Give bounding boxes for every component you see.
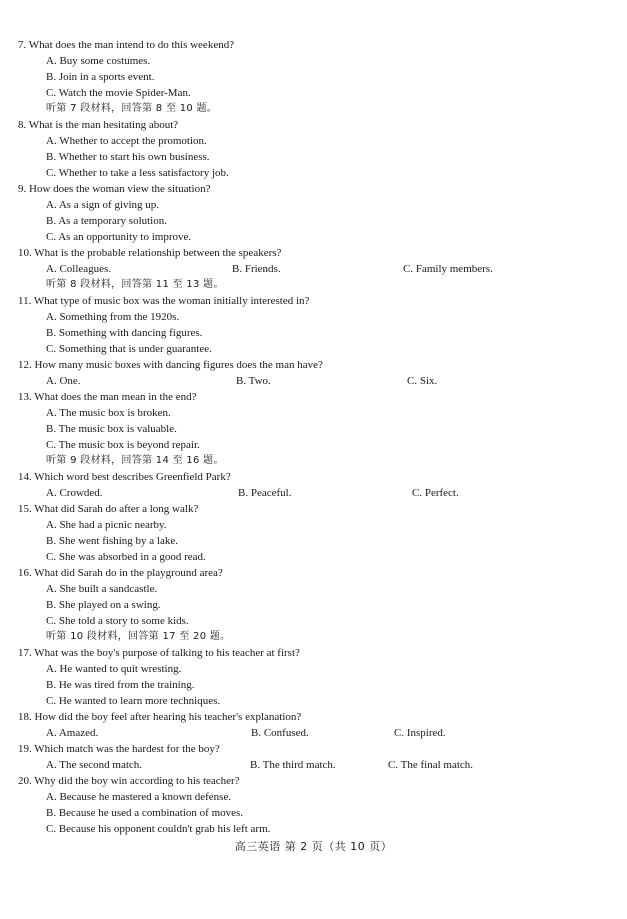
option-text: A. She had a picnic nearby. xyxy=(46,519,167,531)
section-instruction: 听第 10 段材料，回答第 17 至 20 题。 xyxy=(46,631,231,642)
section-instruction: 听第 8 段材料，回答第 11 至 13 题。 xyxy=(46,279,224,290)
option-text: A. Whether to accept the promotion. xyxy=(46,135,207,147)
option-row xyxy=(0,725,627,741)
option-a: A. Crowded. xyxy=(46,487,103,499)
option-b: B. Confused. xyxy=(251,727,309,739)
option-text: A. Something from the 1920s. xyxy=(46,311,180,323)
option-text: C. Something that is under guarantee. xyxy=(46,343,212,355)
question-text: 11. What type of music box was the woman initially interested in? xyxy=(18,295,310,307)
option-text: B. Something with dancing figures. xyxy=(46,327,203,339)
option-row xyxy=(0,757,627,773)
question-text: 12. How many music boxes with dancing figures does the man have? xyxy=(18,359,323,371)
option-text: C. As an opportunity to improve. xyxy=(46,231,192,243)
option-row xyxy=(0,485,627,501)
option-text: A. The music box is broken. xyxy=(46,407,171,419)
option-c: C. Six. xyxy=(407,375,438,387)
question-text: 7. What does the man intend to do this weekend? xyxy=(18,39,235,51)
option-text: C. He wanted to learn more techniques. xyxy=(46,695,221,707)
page-footer: 高三英语 第 2 页（共 10 页） xyxy=(234,840,393,853)
option-b: B. The third match. xyxy=(250,759,336,771)
option-text: C. Because his opponent couldn't grab his left arm. xyxy=(46,823,271,835)
option-text: B. He was tired from the training. xyxy=(46,679,195,691)
option-c: C. Perfect. xyxy=(412,487,459,499)
question-text: 15. What did Sarah do after a long walk? xyxy=(18,503,199,515)
question-text: 18. How did the boy feel after hearing his teacher's explanation? xyxy=(18,711,302,723)
question-text: 8. What is the man hesitating about? xyxy=(18,119,179,131)
option-a: A. The second match. xyxy=(46,759,143,771)
option-text: C. The music box is beyond repair. xyxy=(46,439,200,451)
question-text: 17. What was the boy's purpose of talking to his teacher at first? xyxy=(18,647,300,659)
option-text: B. She played on a swing. xyxy=(46,599,161,611)
option-b: B. Two. xyxy=(236,375,271,387)
question-text: 19. Which match was the hardest for the boy? xyxy=(18,743,220,755)
option-text: B. The music box is valuable. xyxy=(46,423,177,435)
option-text: A. Because he mastered a known defense. xyxy=(46,791,232,803)
option-text: B. Join in a sports event. xyxy=(46,71,155,83)
option-text: C. Watch the movie Spider-Man. xyxy=(46,87,191,99)
option-b: B. Peaceful. xyxy=(238,487,292,499)
option-a: A. Amazed. xyxy=(46,727,99,739)
section-instruction: 听第 7 段材料，回答第 8 至 10 题。 xyxy=(46,103,218,114)
section-instruction: 听第 9 段材料，回答第 14 至 16 题。 xyxy=(46,455,224,466)
option-b: B. Friends. xyxy=(232,263,281,275)
question-text: 9. How does the woman view the situation? xyxy=(18,183,211,195)
option-c: C. The final match. xyxy=(388,759,474,771)
question-text: 10. What is the probable relationship between the speakers? xyxy=(18,247,282,259)
option-text: A. As a sign of giving up. xyxy=(46,199,160,211)
option-a: A. Colleagues. xyxy=(46,263,112,275)
option-c: C. Family members. xyxy=(403,263,493,275)
option-a: A. One. xyxy=(46,375,81,387)
question-text: 20. Why did the boy win according to his teacher? xyxy=(18,775,240,787)
option-row xyxy=(0,261,627,277)
option-text: B. Whether to start his own business. xyxy=(46,151,210,163)
option-text: C. She was absorbed in a good read. xyxy=(46,551,206,563)
option-text: B. Because he used a combination of moves. xyxy=(46,807,244,819)
option-text: C. Whether to take a less satisfactory job. xyxy=(46,167,229,179)
option-text: A. He wanted to quit wresting. xyxy=(46,663,182,675)
option-text: A. She built a sandcastle. xyxy=(46,583,158,595)
option-text: B. As a temporary solution. xyxy=(46,215,167,227)
question-text: 14. Which word best describes Greenfield Park? xyxy=(18,471,231,483)
option-text: A. Buy some costumes. xyxy=(46,55,151,67)
question-text: 13. What does the man mean in the end? xyxy=(18,391,197,403)
option-text: C. She told a story to some kids. xyxy=(46,615,189,627)
question-text: 16. What did Sarah do in the playground area? xyxy=(18,567,223,579)
option-row xyxy=(0,373,627,389)
option-text: B. She went fishing by a lake. xyxy=(46,535,178,547)
option-c: C. Inspired. xyxy=(394,727,446,739)
exam-page-content xyxy=(0,37,627,837)
